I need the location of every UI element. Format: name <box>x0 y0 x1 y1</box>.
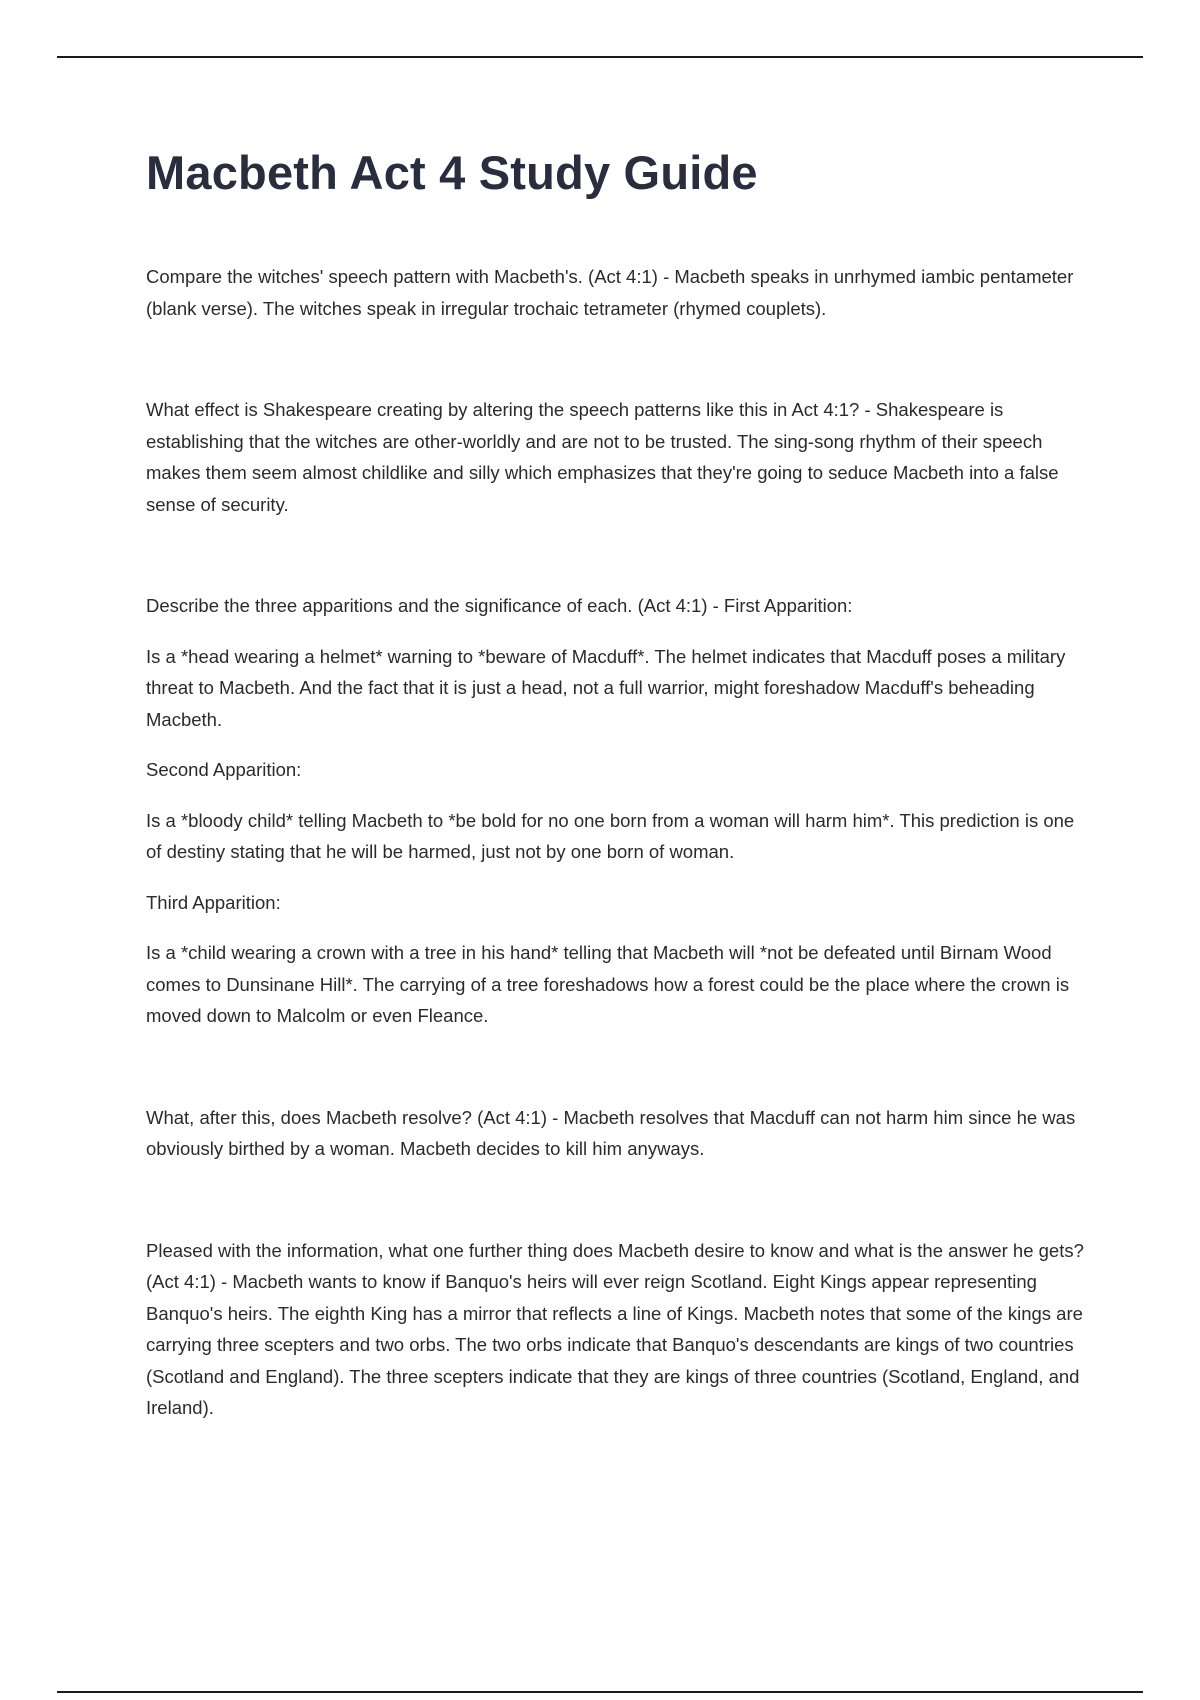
qa-paragraph: Second Apparition: <box>146 759 302 780</box>
qa-item-speech-effect <box>146 394 1092 520</box>
qa-item-macbeth-resolve <box>146 1102 1092 1165</box>
top-rule <box>57 56 1143 58</box>
bottom-rule <box>57 1691 1143 1693</box>
qa-paragraph: Is a *head wearing a helmet* warning to *beware of Macduff*. The helmet indicates that Macduff poses a military threat to Macbeth. And the fact that it is just a head, not a full warrior, might foreshadow Macduff's beheading Macbeth. <box>146 645 1066 730</box>
qa-paragraph: Is a *child wearing a crown with a tree in his hand* telling that Macbeth will *not be defeated until Birnam Wood comes to Dunsinane Hill*. The carrying of a tree foreshadows how a forest could be the place where the crown is moved down to Malcolm or even Fleance. <box>146 942 1070 1026</box>
page-title: Macbeth Act 4 Study Guide <box>146 146 758 199</box>
qa-item-speech-pattern <box>146 261 1092 324</box>
qa-paragraph: Compare the witches' speech pattern with Macbeth's. (Act 4:1) - Macbeth speaks in unrhymed iambic pentameter (blank verse). The witches speak in irregular trochaic tetrameter (rhymed couplets). <box>146 266 1074 319</box>
qa-paragraph: Pleased with the information, what one further thing does Macbeth desire to know and what is the answer he gets? (Act 4:1) - Macbeth wants to know if Banquo's heirs will ever reign Scotland. Eight Kings appear representing Banquo's heirs. The eighth King has a mirror that reflects a line of Kings. Macbeth notes that some of the kings are carrying three scepters and two orbs. The two orbs indicate that Banquo's descendants are kings of two countries (Scotland and England). The three scepters indicate that they are kings of three countries (Scotland, England, and Ireland). <box>146 1239 1084 1418</box>
qa-item-banquo-heirs <box>146 1235 1092 1424</box>
document-body <box>146 140 1092 1424</box>
qa-paragraph: Describe the three apparitions and the significance of each. (Act 4:1) - First Apparition: <box>146 595 853 616</box>
qa-paragraph: Is a *bloody child* telling Macbeth to *be bold for no one born from a woman will harm him*. This prediction is one of destiny stating that he will be harmed, just not by one born of woman. <box>146 809 1075 862</box>
qa-paragraph: What effect is Shakespeare creating by altering the speech patterns like this in Act 4:1? - Shakespeare is establishing that the witches are other-worldly and are not to be trusted. The sing-song rhythm of their speech makes them seem almost childlike and silly which emphasizes that they're going to seduce Macbeth into a false sense of security. <box>146 399 1059 515</box>
qa-paragraph: What, after this, does Macbeth resolve? (Act 4:1) - Macbeth resolves that Macduff can not harm him since he was obviously birthed by a woman. Macbeth decides to kill him anyways. <box>146 1106 1076 1159</box>
qa-paragraph: Third Apparition: <box>146 891 281 913</box>
qa-item-apparitions <box>146 590 1092 1032</box>
